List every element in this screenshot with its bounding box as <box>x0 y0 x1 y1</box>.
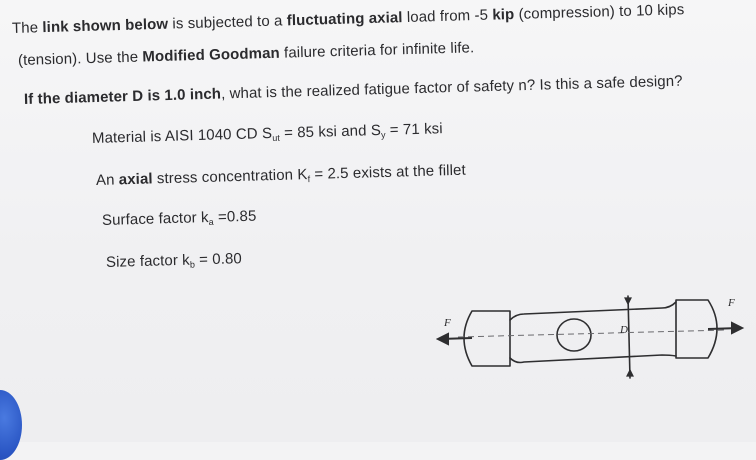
problem-line-4: Material is AISI 1040 CD $S_{ut} = 85$ ksi and $S_y = 71$ ksi <box>91 120 443 147</box>
problem-line-2: (tension). Use the Modified Goodman failure criteria for infinite life. <box>17 39 475 69</box>
problem-line-1: The link shown below is subjected to a fluctuating axial load from -5 kip (compression) to 10 kips <box>11 1 685 37</box>
problem-line-7: Size factor $k_b = 0.80$ <box>105 250 243 271</box>
label-f-left: F <box>444 317 451 329</box>
problem-line-5: An axial stress concentration $K_f = 2.5$ exists at the fillet <box>95 161 466 189</box>
section-line <box>628 296 630 378</box>
upper-fillet <box>510 302 676 320</box>
problem-line-3: If the diameter D is 1.0 inch, what is the realized fatigue factor of safety n? Is this a safe design? <box>23 72 683 108</box>
link-diagram <box>436 278 748 398</box>
problem-line-6: Surface factor $k_a =0.85$ <box>101 207 257 229</box>
centerline <box>458 330 726 337</box>
left-arrow-icon <box>438 334 448 344</box>
right-arrow-icon <box>732 323 742 333</box>
label-f-right: F <box>728 297 735 309</box>
lower-fillet <box>510 355 676 363</box>
center-circle <box>557 319 591 351</box>
label-d: D <box>620 324 628 336</box>
blue-corner-shape <box>0 390 22 460</box>
